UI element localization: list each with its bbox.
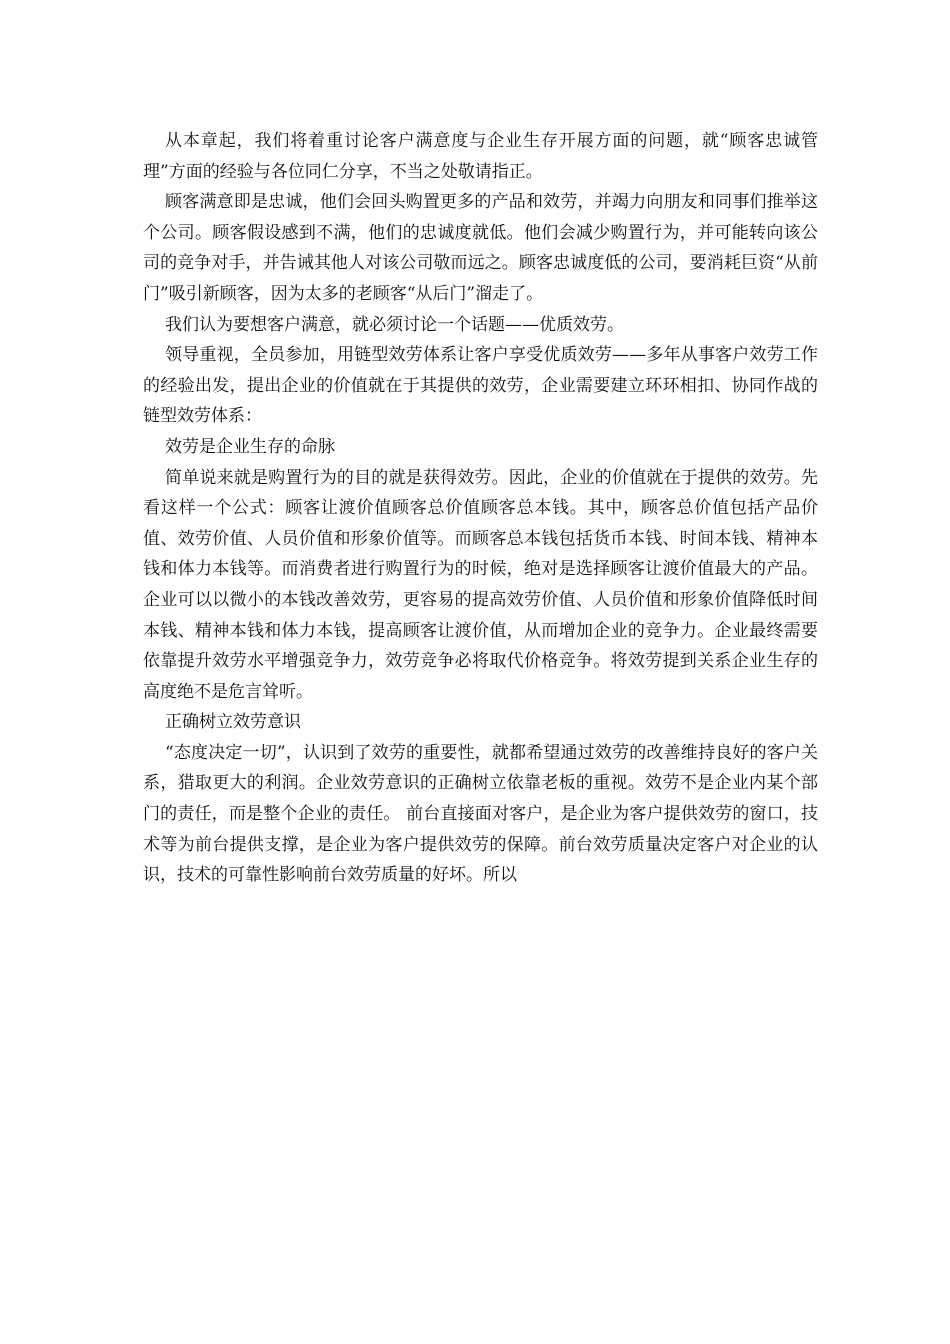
paragraph-chain-service: 领导重视，全员参加，用链型效劳体系让客户享受优质效劳——多年从事客户效劳工作的经验出发，提出企业的价值就在于其提供的效劳，企业需要建立环环相扣、协同作战的链型效劳体系： [143,345,818,427]
paragraph-value-formula: 简单说来就是购置行为的目的就是获得效劳。因此，企业的价值就在于提供的效劳。先看这样一个公式：顾客让渡价值顾客总价值顾客总本钱。其中，顾客总价值包括产品价值、效劳价值、人员价值和形象价值等。而顾客总本钱包括货币本钱、时间本钱、精神本钱和体力本钱等。而消费者进行购置行为的时候，绝对是选择顾客让渡价值最大的产品。企业可以以微小的本钱改善效劳，更容易的提高效劳价值、人员价值和形象价值降低时间本钱、精神本钱和体力本钱，提高顾客让渡价值，从而增加企业的竞争力。企业最终需要依靠提升效劳水平增强竞争力，效劳竞争必将取代价格竞争。将效劳提到关系企业生存的高度绝不是危言耸听。 [143,467,818,702]
section-heading-lifeline: 效劳是企业生存的命脉 [165,436,335,457]
document-body [143,126,818,891]
paragraph-attitude: “态度决定一切”，认识到了效劳的重要性，就都希望通过效劳的改善维持良好的客户关系，猎取更大的利润。企业效劳意识的正确树立依靠老板的重视。效劳不是企业内某个部门的责任，而是整个企业的责任。 前台直接面对客户，是企业为客户提供效劳的窗口，技术等为前台提供支撑，是企业为客户提供效劳的保障。前台效劳质量决定客户对企业的认识，技术的可靠性影响前台效劳质量的好坏。所以 [143,742,818,886]
section-heading-awareness: 正确树立效劳意识 [165,712,301,733]
paragraph-topic: 我们认为要想客户满意，就必须讨论一个话题——优质效劳。 [165,314,624,335]
paragraph-intro: 从本章起，我们将着重讨论客户满意度与企业生存开展方面的问题，就“顾客忠诚管理”方面的经验与各位同仁分享，不当之处敬请指正。 [143,131,818,182]
paragraph-satisfaction: 顾客满意即是忠诚，他们会回头购置更多的产品和效劳，并竭力向朋友和同事们推举这个公司。顾客假设感到不满，他们的忠诚度就低。他们会减少购置行为，并可能转向该公司的竞争对手，并告诫其他人对该公司敬而远之。顾客忠诚度低的公司，要消耗巨资“从前门”吸引新顾客，因为太多的老顾客“从后门”溜走了。 [143,192,818,304]
